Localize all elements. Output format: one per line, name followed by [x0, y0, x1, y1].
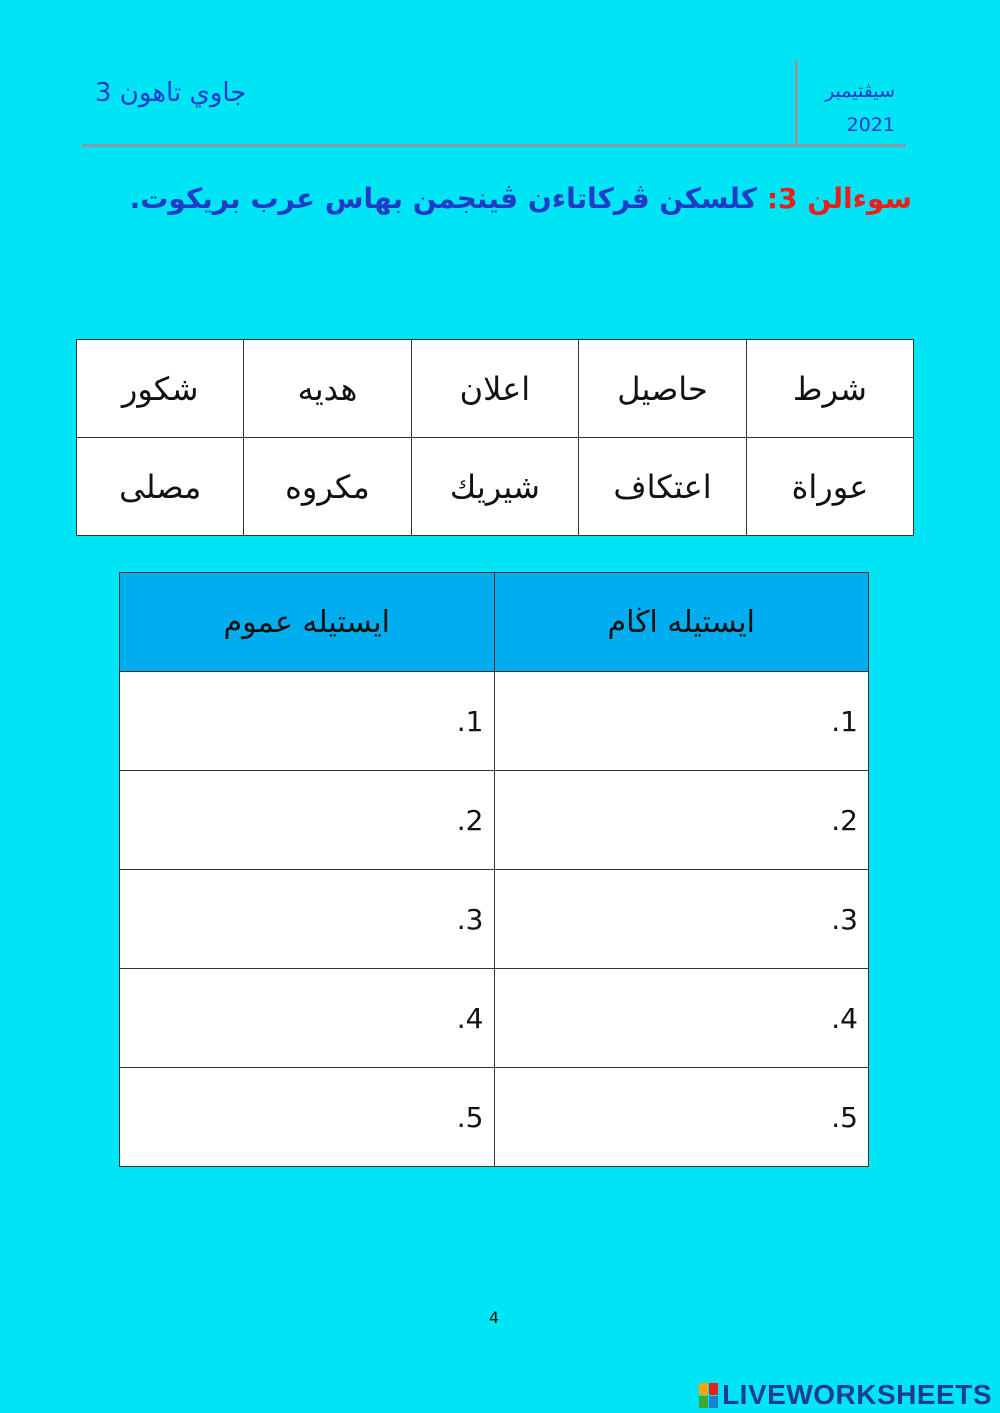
column-header-specific-term: ايستيله اڬام	[494, 573, 869, 672]
answer-cell[interactable]: 1.	[120, 672, 495, 771]
word-bank-table	[76, 339, 914, 536]
header-date	[825, 74, 895, 142]
answer-cell[interactable]: 1.	[494, 672, 869, 771]
header-divider	[795, 60, 798, 146]
liveworksheets-logo-icon	[699, 1383, 718, 1408]
word-bank-cell[interactable]: مصلى	[77, 438, 244, 536]
header-year: 2021	[846, 114, 895, 136]
header-rule	[82, 144, 906, 147]
word-bank-cell[interactable]: عوراة	[746, 438, 913, 536]
answer-cell[interactable]: 5.	[494, 1068, 869, 1167]
question-text: كلسكن ڤركاتاءن ڤينجمن بهاس عرب بريكوت.	[129, 182, 758, 215]
word-bank-cell[interactable]: حاصيل	[579, 340, 747, 438]
word-bank-cell[interactable]: مكروه	[244, 438, 411, 536]
liveworksheets-watermark	[699, 1379, 992, 1411]
answer-row	[120, 1068, 869, 1167]
question-label: سوءالن 3:	[766, 182, 912, 215]
answer-cell[interactable]: 3.	[494, 870, 869, 969]
answer-cell[interactable]: 4.	[494, 969, 869, 1068]
answer-cell[interactable]: 2.	[120, 771, 495, 870]
word-bank-cell[interactable]: شيريك	[411, 438, 579, 536]
word-bank-cell[interactable]: شكور	[77, 340, 244, 438]
column-header-general-term: ايستيله عموم	[120, 573, 495, 672]
answer-row	[120, 672, 869, 771]
answer-row	[120, 771, 869, 870]
header-month: سيڤتيمبر	[825, 80, 895, 102]
answer-header-row	[120, 573, 869, 672]
word-bank-cell[interactable]: اعتكاف	[579, 438, 747, 536]
answer-cell[interactable]: 5.	[120, 1068, 495, 1167]
answer-row	[120, 870, 869, 969]
question-prompt	[130, 182, 912, 215]
watermark-text: LIVEWORKSHEETS	[722, 1379, 992, 1410]
word-bank-cell[interactable]: شرط	[746, 340, 913, 438]
word-bank-cell[interactable]: هديه	[244, 340, 411, 438]
answer-table	[119, 572, 869, 1167]
answer-cell[interactable]: 3.	[120, 870, 495, 969]
word-bank-row	[77, 340, 914, 438]
worksheet-title: جاوي تاهون 3	[95, 78, 247, 108]
answer-row	[120, 969, 869, 1068]
word-bank-cell[interactable]: اعلان	[411, 340, 579, 438]
answer-cell[interactable]: 2.	[494, 771, 869, 870]
answer-cell[interactable]: 4.	[120, 969, 495, 1068]
word-bank-row	[77, 438, 914, 536]
page-number: 4	[488, 1308, 500, 1327]
